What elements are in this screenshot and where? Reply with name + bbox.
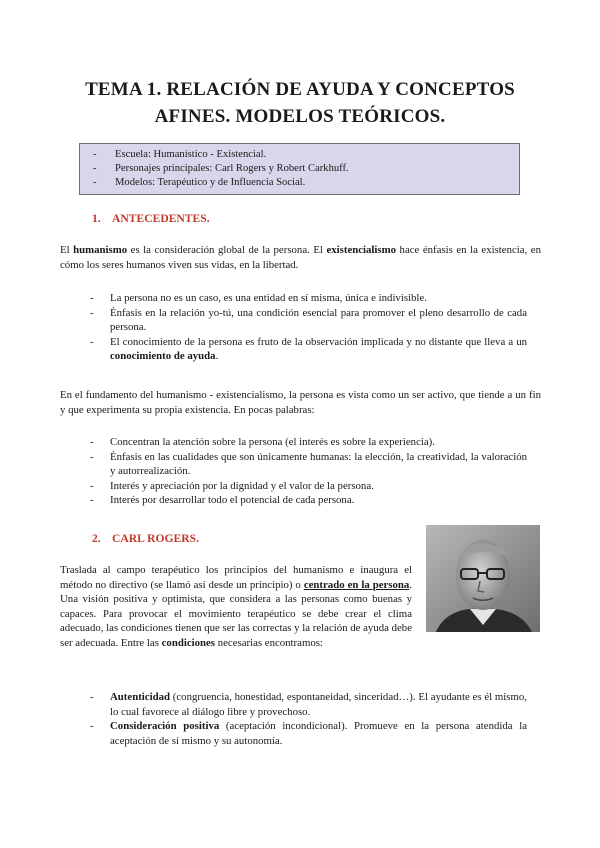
section-title: CARL ROGERS. (112, 532, 199, 545)
portrait-image (426, 525, 540, 632)
bullet-dash: - (93, 177, 97, 188)
bullet-dash: - (90, 720, 94, 733)
title-line-1: TEMA 1. RELACIÓN DE AYUDA Y CONCEPTOS (85, 79, 515, 100)
paragraph-rogers: Traslada al campo terapéutico los principios del humanismo e inaugura el método no directivo (se llamó así desde un principio) o centrado en la persona. Una visión positiva y optimista, que considera a las personas como buenas y capaces. Para provocar el movimiento terapéutico se debe crear el clima adecuado, las condiciones tienen que ser las correctas y la relación de ayuda debe ser adecuada. Entre las condiciones necesarias encontramos: (60, 564, 412, 649)
bullet-dash: - (93, 163, 97, 174)
portrait-photo (426, 525, 540, 632)
bullet-dash: - (90, 494, 94, 507)
term-condiciones: condiciones (161, 636, 216, 649)
term-conocimiento-de-ayuda: conocimiento de ayuda (110, 350, 216, 363)
list-item (90, 435, 527, 450)
section-heading-antecedentes (92, 212, 210, 225)
info-item-text: Modelos: Terapéutico y de Influencia Social. (115, 177, 306, 188)
section-number: 2. (92, 532, 101, 545)
list-item (90, 719, 527, 748)
info-item (93, 176, 519, 190)
paragraph-fundamento: En el fundamento del humanismo - existencialismo, la persona es vista como un ser activo, que tiende a un fin y que experimenta su propia existencia. En pocas palabras: (60, 389, 541, 416)
info-item-text: Escuela: Humanístico - Existencial. (115, 149, 267, 160)
term-autenticidad: Autenticidad (110, 691, 170, 703)
info-box (79, 143, 520, 195)
list-item-text: Concentran la atención sobre la persona (el interés es sobre la experiencia). (110, 436, 435, 448)
section-heading-carl-rogers (92, 532, 199, 545)
paragraph-humanismo: El humanismo es la consideración global de la persona. El existencialismo hace énfasis en la existencia, en cómo los seres humanos viven sus vidas, en la libertad. (60, 244, 541, 271)
list-item-text: Énfasis en las cualidades que son únicamente humanas: la elección, la creatividad, la valoración y autorrealización. (110, 450, 527, 478)
list-item-text: El conocimiento de la persona es fruto de la observación implicada y no distante que lleva a un conocimiento de ayuda. (110, 335, 527, 363)
list-item (90, 335, 527, 364)
title-line-2: AFINES. MODELOS TEÓRICOS. (154, 106, 446, 127)
list-item (90, 450, 527, 479)
bullet-dash: - (90, 436, 94, 448)
bullet-dash: - (90, 306, 94, 319)
list-caracteristicas (90, 435, 527, 508)
term-humanismo: humanismo (73, 244, 128, 256)
list-condiciones (90, 690, 527, 748)
list-item (90, 493, 527, 508)
list-item-text: Interés y apreciación por la dignidad y el valor de la persona. (110, 479, 374, 492)
term-consideracion-positiva: Consideración positiva (110, 720, 220, 733)
section-title: ANTECEDENTES. (112, 212, 210, 225)
list-item-text: Autenticidad (congruencia, honestidad, espontaneidad, sinceridad…). El ayudante es él mismo, lo cual favorece al diálogo libre y provechoso. (110, 691, 527, 718)
term-existencialismo: existencialismo (326, 244, 397, 256)
list-item-text: La persona no es un caso, es una entidad en sí misma, única e indivisible. (110, 292, 427, 304)
bullet-dash: - (90, 450, 94, 463)
list-item-text: Consideración positiva (aceptación incondicional). Promueve en la persona atendida la aceptación de sí mismo y su autonomía. (110, 720, 528, 747)
term-centrado-en-la-persona: centrado en la persona (303, 578, 410, 591)
list-item (90, 306, 527, 335)
document-title (40, 76, 560, 130)
list-item-text: Énfasis en la relación yo-tú, una condición esencial para promover el pleno desarrollo de cada persona. (110, 306, 527, 334)
bullet-dash: - (93, 149, 97, 160)
info-item (93, 162, 519, 176)
list-item (90, 690, 527, 719)
bullet-dash: - (90, 292, 94, 304)
list-item (90, 291, 527, 306)
info-item-text: Personajes principales: Carl Rogers y Robert Carkhuff. (115, 163, 349, 174)
list-antecedentes (90, 291, 527, 364)
section-number: 1. (92, 212, 101, 225)
bullet-dash: - (90, 335, 94, 348)
bullet-dash: - (90, 479, 94, 492)
list-item-text: Interés por desarrollar todo el potencial de cada persona. (110, 494, 355, 507)
list-item (90, 479, 527, 494)
bullet-dash: - (90, 691, 94, 703)
info-item (93, 148, 519, 162)
